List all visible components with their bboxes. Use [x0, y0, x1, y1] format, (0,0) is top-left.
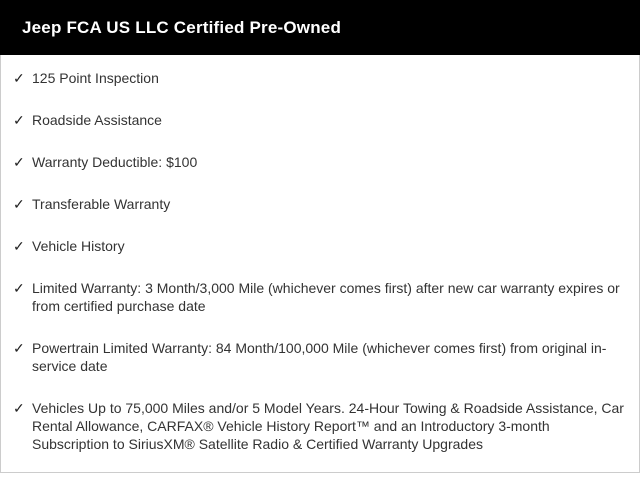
- check-icon: ✓: [13, 70, 25, 86]
- check-icon: ✓: [13, 196, 25, 212]
- benefits-list: [1, 55, 639, 453]
- benefit-text: Limited Warranty: 3 Month/3,000 Mile (whichever comes first) after new car warranty expires or from certified purchase date: [32, 280, 620, 314]
- benefit-text: Roadside Assistance: [32, 112, 162, 128]
- benefit-item: [13, 153, 627, 171]
- benefit-text: 125 Point Inspection: [32, 70, 159, 86]
- benefit-item: [13, 399, 627, 453]
- benefit-text: Vehicles Up to 75,000 Miles and/or 5 Model Years. 24-Hour Towing & Roadside Assistance, Car Rental Allowance, CARFAX® Vehicle History Report™ and an Introductory 3-month Subscription to SiriusXM® Satellite Radio & Certified Warranty Upgrades: [32, 400, 624, 452]
- check-icon: ✓: [13, 238, 25, 254]
- check-icon: ✓: [13, 154, 25, 170]
- check-icon: ✓: [13, 280, 25, 296]
- benefit-text: Powertrain Limited Warranty: 84 Month/100,000 Mile (whichever comes first) from original in-service date: [32, 340, 607, 374]
- cpo-header-bar: [0, 0, 640, 55]
- benefit-item: [13, 237, 627, 255]
- benefits-panel: [0, 55, 640, 473]
- check-icon: ✓: [13, 112, 25, 128]
- benefit-item: [13, 69, 627, 87]
- benefit-item: [13, 279, 627, 315]
- benefit-item: [13, 339, 627, 375]
- check-icon: ✓: [13, 400, 25, 416]
- check-icon: ✓: [13, 340, 25, 356]
- benefit-text: Vehicle History: [32, 238, 125, 254]
- benefit-text: Transferable Warranty: [32, 196, 171, 212]
- benefit-item: [13, 111, 627, 129]
- benefit-text: Warranty Deductible: $100: [32, 154, 198, 170]
- cpo-header-title: Jeep FCA US LLC Certified Pre-Owned: [22, 17, 342, 37]
- benefit-item: [13, 195, 627, 213]
